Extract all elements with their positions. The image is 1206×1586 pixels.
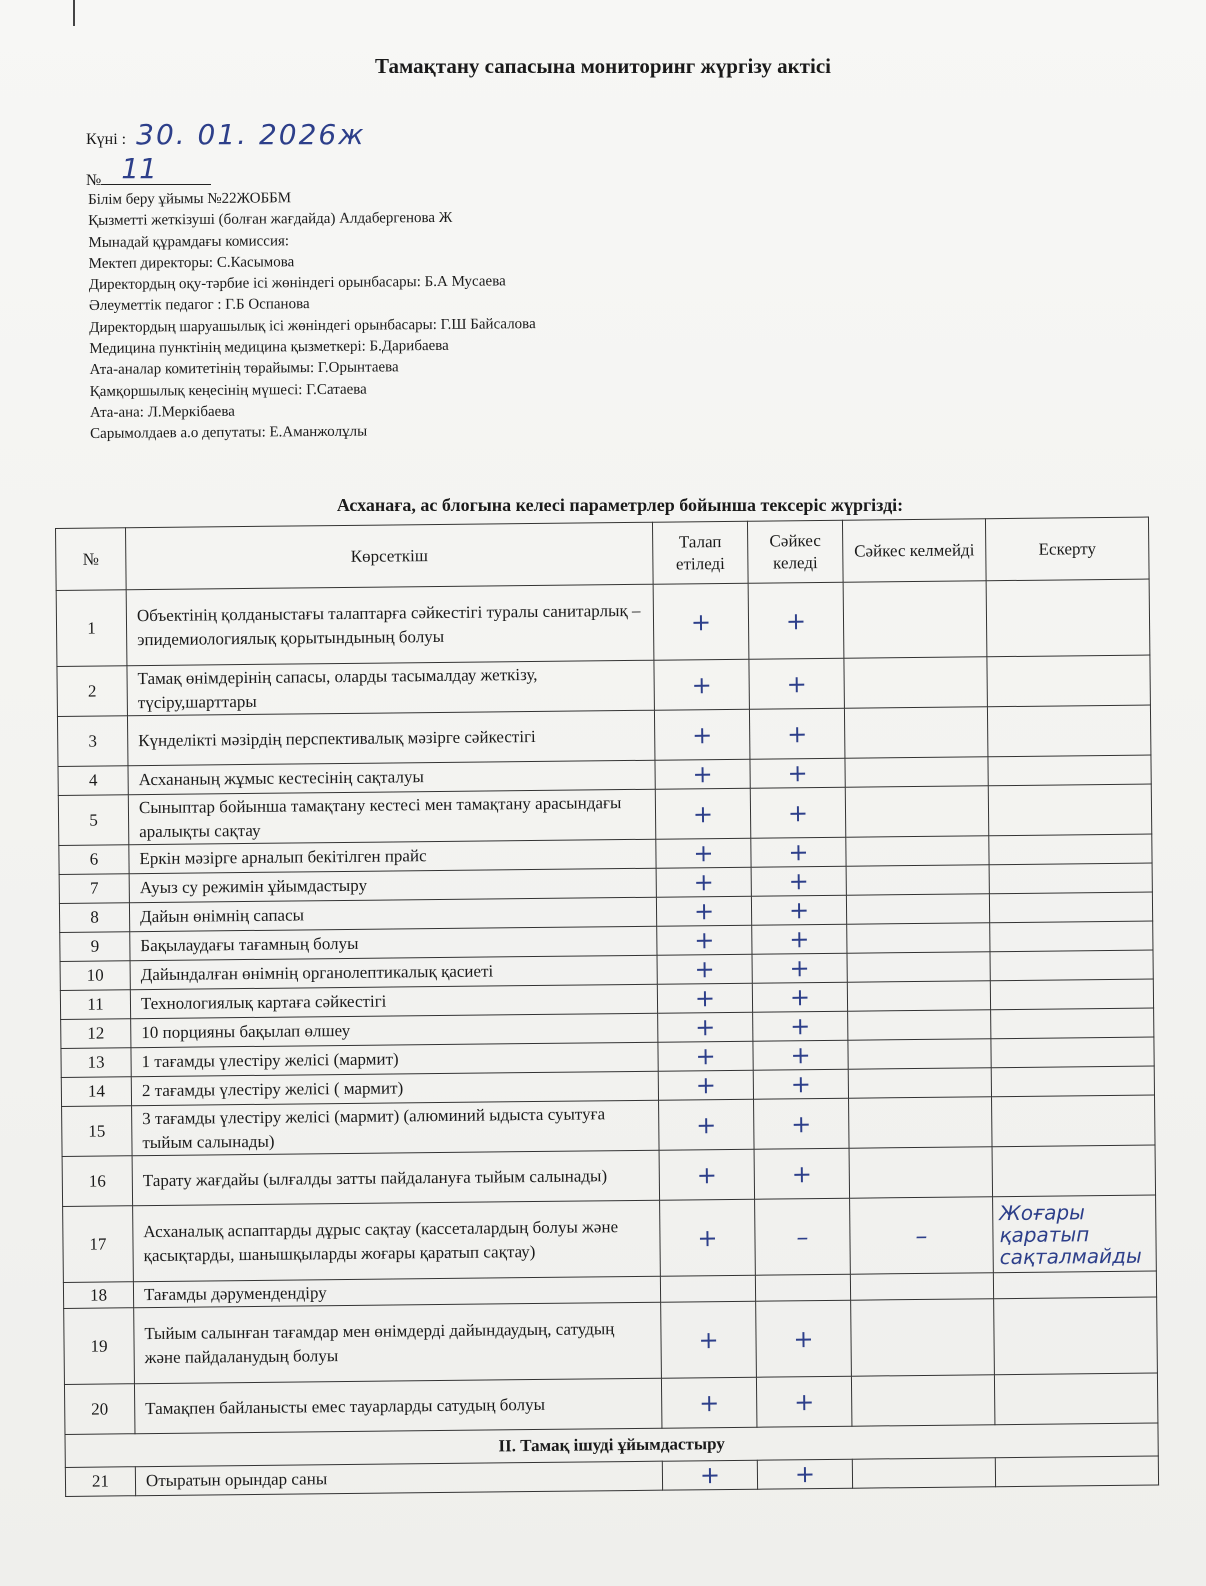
handwritten-note xyxy=(996,907,1146,909)
row-indicator: Күнделікті мәзірдің перспективалық мәзірге сәйкестігі xyxy=(127,710,654,766)
row-complies-mark xyxy=(753,1040,848,1070)
handwritten-note xyxy=(993,617,1143,619)
info-line: Мектеп директоры: С.Касымова xyxy=(88,254,295,272)
row-required-mark xyxy=(658,1041,753,1071)
handwritten-ok: + xyxy=(788,867,809,896)
table-heading: Асханаға, ас блогына келесі параметрлер бойынша тексеріс жүргізді: xyxy=(336,495,904,515)
table-body xyxy=(56,579,1158,1496)
section-title: ІІ. Тамақ ішуді ұйымдастыру xyxy=(65,1423,1158,1467)
handwritten-req: + xyxy=(694,955,715,984)
row-note xyxy=(989,892,1152,923)
row-indicator: Технологиялық картаға сәйкестігі xyxy=(130,984,657,1019)
row-not-complies-mark xyxy=(846,836,989,866)
handwritten-req: + xyxy=(694,926,715,955)
row-not-complies-mark xyxy=(851,1375,995,1426)
row-required-mark xyxy=(658,1070,753,1100)
handwritten-req: + xyxy=(696,1110,717,1139)
handwritten-req: + xyxy=(695,1042,716,1071)
row-note xyxy=(986,579,1150,657)
info-line: Қамқоршылық кеңесінің мүшесі: Г.Сатаева xyxy=(89,381,367,400)
handwritten-ok: + xyxy=(785,606,807,635)
row-required-mark xyxy=(659,1099,755,1150)
info-line: Директордың шаруашылық ісі жөніндегі орынбасары: Г.Ш Байсалова xyxy=(89,315,536,336)
handwritten-ok: + xyxy=(786,669,807,698)
row-number: 21 xyxy=(65,1467,135,1497)
row-indicator: 2 тағамды үлестіру желісі ( мармит) xyxy=(131,1071,658,1106)
handwritten-req: + xyxy=(690,607,712,636)
row-number: 16 xyxy=(62,1156,133,1207)
row-note xyxy=(988,755,1151,786)
row-number: 11 xyxy=(60,990,130,1020)
handwritten-note xyxy=(994,730,1144,732)
row-note xyxy=(989,834,1152,865)
row-required-mark xyxy=(661,1301,757,1378)
row-not-complies-mark xyxy=(846,894,989,924)
row-indicator: 10 порцияны бақылап өлшеу xyxy=(131,1013,658,1048)
document-title: Тамақтану сапасына мониторинг жүргізу актісі xyxy=(375,54,831,78)
row-indicator: Сыныптар бойынша тамақтану кестесі мен тамақтану арасындағы аралықты сақтау xyxy=(128,789,655,845)
row-number: 8 xyxy=(59,903,129,933)
handwritten-ok: + xyxy=(788,838,809,867)
handwritten-req: + xyxy=(692,799,714,828)
handwritten-req: + xyxy=(695,1013,716,1042)
handwritten-note xyxy=(995,809,1145,811)
handwritten-req: + xyxy=(692,760,713,789)
handwritten-ok: + xyxy=(787,759,808,788)
number-line xyxy=(86,152,211,190)
row-required-mark xyxy=(662,1460,757,1490)
row-indicator: Тыйым салынған тағамдар мен өнімдерді дайындаудың, сатудың және пайдаланудың болуы xyxy=(134,1302,662,1384)
row-not-complies-mark xyxy=(846,865,989,895)
header-required: Талап етіледі xyxy=(652,521,748,584)
handwritten-not: – xyxy=(915,1221,928,1250)
handwritten-note xyxy=(1000,1284,1150,1286)
row-required-mark xyxy=(655,788,751,839)
row-note xyxy=(994,1297,1158,1375)
row-indicator: Асхананың жұмыс кестесінің сақталуы xyxy=(128,760,655,795)
row-number: 19 xyxy=(64,1308,135,1385)
row-number: 18 xyxy=(63,1282,133,1309)
scan-edge-mark xyxy=(73,0,75,26)
row-complies-mark xyxy=(755,1198,851,1275)
row-complies-mark xyxy=(749,708,845,759)
date-value: 30. 01. 2026ж xyxy=(136,118,366,151)
checklist-table-wrap xyxy=(55,517,1159,1497)
row-not-complies-mark xyxy=(847,923,990,953)
row-required-mark xyxy=(654,659,750,710)
row-required-mark xyxy=(656,867,751,897)
handwritten-note xyxy=(998,1052,1148,1054)
row-indicator: Объектінің қолданыстағы талаптарға сәйкестігі туралы санитарлық – эпидемиологиялық қорытындының болуы xyxy=(126,584,654,666)
header-complies: Сәйкес келеді xyxy=(747,520,843,583)
row-complies-mark xyxy=(751,837,846,867)
row-number: 2 xyxy=(57,666,128,717)
handwritten-ok: + xyxy=(790,1070,812,1099)
commission-info xyxy=(88,186,537,445)
handwritten-note xyxy=(998,1081,1148,1083)
row-indicator: 1 тағамды үлестіру желісі (мармит) xyxy=(131,1042,658,1077)
row-complies-mark xyxy=(756,1300,852,1377)
checklist-table xyxy=(55,517,1159,1497)
row-not-complies-mark xyxy=(851,1299,995,1376)
header-num: № xyxy=(56,528,127,591)
row-number: 17 xyxy=(63,1206,134,1283)
row-note xyxy=(992,1145,1156,1197)
header-indicator: Көрсеткіш xyxy=(126,522,654,590)
number-value: 11 xyxy=(121,152,157,185)
handwritten-note xyxy=(996,878,1146,880)
handwritten-note xyxy=(1001,1398,1151,1400)
info-line: Қызметті жеткізуші (болған жағдайда) Алдабергенова Ж xyxy=(88,210,453,230)
table-row xyxy=(56,579,1150,666)
row-note xyxy=(988,784,1152,836)
row-number: 13 xyxy=(61,1048,131,1078)
row-required-mark xyxy=(657,954,752,984)
row-not-complies-mark xyxy=(843,581,987,658)
info-line: Ата-ана: Л.Меркібаева xyxy=(89,403,235,421)
handwritten-ok: + xyxy=(790,1012,811,1041)
row-indicator: Бақылаудағы тағамның болуы xyxy=(130,926,657,961)
row-not-complies-mark xyxy=(847,981,990,1011)
row-required-mark xyxy=(653,583,749,660)
row-not-complies-mark xyxy=(850,1197,994,1274)
row-note xyxy=(989,863,1152,894)
row-complies-mark xyxy=(748,582,844,659)
row-not-complies-mark xyxy=(848,1039,991,1069)
row-number: 3 xyxy=(57,716,128,767)
row-note xyxy=(993,1195,1157,1273)
row-note xyxy=(991,1066,1154,1097)
row-not-complies-mark xyxy=(844,707,988,758)
row-complies-mark xyxy=(752,924,847,954)
row-not-complies-mark xyxy=(852,1458,995,1488)
info-line: Білім беру ұйымы №22ЖОББМ xyxy=(88,190,292,208)
row-note xyxy=(990,979,1153,1010)
info-line: Ата-аналар комитетінің төрайымы: Г.Орынтаева xyxy=(89,359,399,379)
row-note xyxy=(990,950,1153,981)
handwritten-ok: + xyxy=(789,954,810,983)
row-not-complies-mark xyxy=(844,657,988,708)
row-note xyxy=(992,1095,1156,1147)
handwritten-note xyxy=(996,936,1146,938)
handwritten-note xyxy=(998,1120,1148,1122)
info-line: Мынадай құрамдағы комиссия: xyxy=(88,232,290,251)
row-complies-mark xyxy=(751,895,846,925)
number-label: № xyxy=(86,172,102,189)
info-line: Сарымолдаев а.о депутаты: Е.Аманжолұлы xyxy=(90,423,368,443)
row-number: 10 xyxy=(60,961,130,991)
handwritten-ok: + xyxy=(790,1041,811,1070)
row-number: 20 xyxy=(64,1384,135,1435)
number-blank xyxy=(101,152,211,185)
row-complies-mark xyxy=(755,1274,850,1301)
row-note xyxy=(991,1008,1154,1039)
row-number: 14 xyxy=(61,1077,131,1107)
handwritten-req: + xyxy=(691,720,713,749)
row-indicator: Ауыз су режимін ұйымдастыру xyxy=(129,868,656,903)
handwritten-req: + xyxy=(697,1223,718,1252)
row-required-mark xyxy=(656,838,751,868)
row-indicator: 3 тағамды үлестіру желісі (мармит) (алюминий ыдыста суытуға тыйым салынады) xyxy=(132,1100,659,1156)
row-not-complies-mark xyxy=(845,786,989,837)
handwritten-req: + xyxy=(693,839,714,868)
handwritten-req: + xyxy=(698,1388,720,1417)
handwritten-ok: + xyxy=(793,1387,815,1416)
handwritten-req: + xyxy=(699,1461,721,1490)
table-row xyxy=(64,1297,1158,1384)
row-note xyxy=(987,655,1151,707)
table-row xyxy=(63,1195,1157,1282)
handwritten-req: + xyxy=(694,984,716,1013)
row-number: 9 xyxy=(60,932,130,962)
handwritten-ok: – xyxy=(796,1222,809,1251)
row-note xyxy=(995,1456,1158,1487)
row-not-complies-mark xyxy=(849,1097,993,1148)
row-number: 15 xyxy=(62,1106,133,1157)
date-line xyxy=(86,118,365,151)
row-not-complies-mark xyxy=(848,1068,991,1098)
row-number: 12 xyxy=(61,1019,131,1049)
row-required-mark xyxy=(654,709,750,760)
row-required-mark xyxy=(657,925,752,955)
handwritten-req: + xyxy=(695,1071,717,1100)
row-indicator: Тамақ өнімдерінің сапасы, оларды тасымалдау жеткізу, түсіру,шарттары xyxy=(127,660,654,716)
row-indicator: Тамақпен байланысты емес тауарларды сатудың болуы xyxy=(134,1378,661,1434)
row-number: 4 xyxy=(58,766,128,796)
table-header-row xyxy=(56,517,1150,590)
info-line: Әлеуметтік педагог : Г.Б Оспанова xyxy=(88,296,310,315)
handwritten-note xyxy=(1002,1471,1152,1473)
row-complies-mark xyxy=(753,1011,848,1041)
row-indicator: Отыратын орындар саны xyxy=(135,1461,662,1496)
header-note: Ескерту xyxy=(985,517,1149,581)
row-not-complies-mark xyxy=(847,952,990,982)
handwritten-req: + xyxy=(693,897,715,926)
row-not-complies-mark xyxy=(849,1147,993,1198)
row-number: 6 xyxy=(59,845,129,875)
date-label: Күні : xyxy=(86,131,127,148)
row-not-complies-mark xyxy=(848,1010,991,1040)
row-required-mark xyxy=(656,896,751,926)
handwritten-note xyxy=(997,994,1147,996)
handwritten-note xyxy=(1001,1335,1151,1337)
handwritten-note xyxy=(997,1023,1147,1025)
handwritten-ok: + xyxy=(794,1460,816,1489)
handwritten-note xyxy=(995,849,1145,851)
row-complies-mark xyxy=(752,982,847,1012)
row-note xyxy=(994,1373,1158,1425)
row-complies-mark xyxy=(754,1098,850,1149)
row-complies-mark xyxy=(757,1459,852,1489)
header-not-complies: Сәйкес келмейді xyxy=(842,519,986,582)
handwritten-ok: + xyxy=(789,925,810,954)
row-required-mark xyxy=(660,1199,756,1276)
row-required-mark xyxy=(660,1275,755,1302)
row-required-mark xyxy=(655,759,750,789)
handwritten-ok: + xyxy=(786,719,808,748)
handwritten-ok: + xyxy=(789,983,811,1012)
row-complies-mark xyxy=(752,953,847,983)
info-line: Директордың оқу-тәрбие ісі жөніндегі орынбасары: Б.А Мусаева xyxy=(88,273,506,294)
row-note xyxy=(993,1271,1156,1299)
handwritten-req: + xyxy=(696,1160,718,1189)
row-complies-mark xyxy=(756,1376,852,1427)
row-indicator: Дайындалған өнімнің органолептикалық қасиеті xyxy=(130,955,657,990)
row-number: 7 xyxy=(59,874,129,904)
row-required-mark xyxy=(658,1012,753,1042)
handwritten-ok: + xyxy=(788,896,810,925)
row-complies-mark xyxy=(751,866,846,896)
handwritten-note: Жоғары қаратып сақталмайды xyxy=(999,1199,1142,1269)
row-complies-mark xyxy=(750,758,845,788)
row-not-complies-mark xyxy=(850,1273,993,1300)
handwritten-ok: + xyxy=(791,1159,812,1188)
row-complies-mark xyxy=(754,1148,850,1199)
handwritten-note xyxy=(999,1170,1149,1172)
handwritten-req: + xyxy=(698,1325,719,1354)
handwritten-req: + xyxy=(693,868,714,897)
row-number: 1 xyxy=(56,590,127,667)
row-note xyxy=(991,1037,1154,1068)
handwritten-note xyxy=(994,680,1144,682)
row-note xyxy=(990,921,1153,952)
row-complies-mark xyxy=(749,658,845,709)
row-indicator: Еркін мәзірге арналып бекітілген прайс xyxy=(129,839,656,874)
handwritten-note xyxy=(995,770,1145,772)
handwritten-ok: + xyxy=(793,1324,814,1353)
handwritten-ok: + xyxy=(787,798,809,827)
row-indicator: Асханалық аспаптарды дұрыс сақтау (кассеталардың болуы және қасықтарды, шанышқыларды жоғары қаратып сақтау) xyxy=(133,1200,661,1282)
info-line: Медицина пунктінің медицина қызметкері: Б.Дарибаева xyxy=(89,337,449,358)
row-complies-mark xyxy=(750,787,846,838)
row-indicator: Дайын өнімнің сапасы xyxy=(129,897,656,932)
handwritten-ok: + xyxy=(791,1109,812,1138)
row-required-mark xyxy=(659,1149,755,1200)
row-required-mark xyxy=(657,983,752,1013)
row-number: 5 xyxy=(58,795,129,846)
row-required-mark xyxy=(661,1377,757,1428)
row-not-complies-mark xyxy=(845,757,988,787)
row-indicator: Тарату жағдайы (ылғалды затты пайдалануға тыйым салынады) xyxy=(132,1150,659,1206)
handwritten-note xyxy=(997,965,1147,967)
row-indicator: Тағамды дәрумендендіру xyxy=(133,1276,660,1308)
row-complies-mark xyxy=(753,1069,848,1099)
handwritten-req: + xyxy=(691,670,712,699)
row-note xyxy=(987,705,1151,757)
